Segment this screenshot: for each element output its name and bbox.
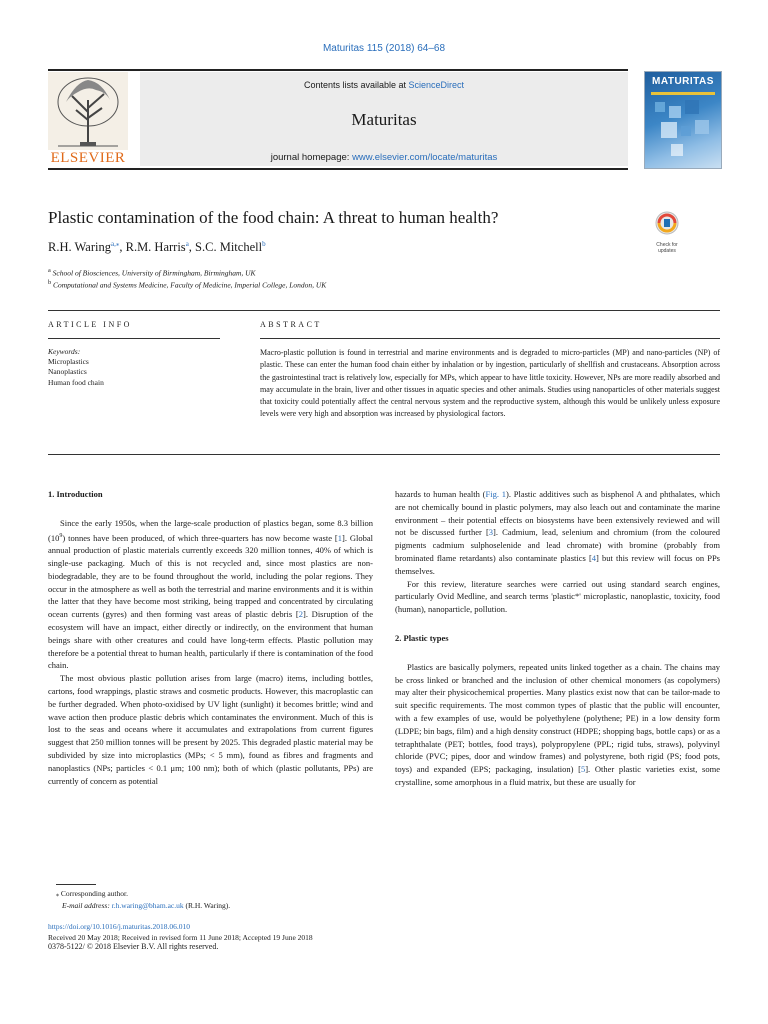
text-run: ] but this review will focus on PPs themselves. — [395, 552, 720, 576]
header-divider — [48, 310, 720, 311]
masthead-bottom-rule — [48, 168, 628, 170]
affiliation — [48, 279, 326, 290]
copyright: 0378-5122/ © 2018 Elsevier B.V. All rights reserved. — [48, 942, 219, 951]
paragraph — [48, 517, 373, 672]
text-run: Plastics are basically polymers, repeated units linked together as a chain. The chains may be cross linked or branched and the inclusion of other chemical monomers (as copolymers) may alter their physicochemical properties. Many plastics exist now that can be tailor-made to suit specific requirements. The most common types of plastic that the public will encounter, with a few examples of use, would be polyethylene (polythene; PE) in a low density form (LDPE; bin bags, film) and a high density construct (HDPE; shopping bags, bottle caps) or as a tetraphthalate (PET; bottles, food trays), polypropylene (PPL; rigid tubs, straws), polyvinyl chloride (PVC; pipes, door and window frames) and polystyrene, both rigid (PS; food pots, toys) and expanded (EPS; packaging, insulation) [ — [395, 661, 720, 775]
sciencedirect-link[interactable]: ScienceDirect — [408, 80, 465, 90]
text-run: ]. Global annual production of plastic materials currently exceeds 320 million tonnes, 40% of which is single-use packaging. Much of this is not recycled and, since most plastics are non-biodegradable, they are to be found throughout the world, including the polar regions. They occur in the atmosphere as well as both the terrestrial and marine environments and it is within the latter that they have become most striking, being trapped and concentrated by circulating ocean currents (gyres) and then forming vast areas of plastic debris [ — [48, 532, 373, 620]
paragraph: For this review, literature searches were carried out using standard search engines, particularly Ovid Medline, and search terms 'plastic*' microplastic, nanoplastic, toxicity, food (human), nanoparticle, pollution. — [395, 578, 720, 615]
footnote-rule — [56, 884, 96, 885]
abstract-text: Macro-plastic pollution is found in terrestrial and marine environments and is degraded to micro-particles (MP) and nano-particles (NP) of plastic. These can enter the human food chain either by inhalation or by ingestion, particularly of shellfish and crustaceans. Absorption across the gastrointestinal tract is relatively low, especially for MPs, which appear to have little toxicity. However, NPs are more readily absorbed and may accumulate in the brain, liver and other tissues in aquatic species and other animals. Studies using nanoparticles of other materials suggest that toxicity could potentially affect the central nervous system and the reproductive system, although this would be unlikely unless exposure levels were very high and absorption was increased by physiological factors. — [260, 348, 720, 419]
email-suffix: (R.H. Waring). — [183, 901, 231, 910]
body-right-column — [395, 488, 720, 789]
text-run: ]. Other plastic varieties exist, some crystalline, some amorphous in a fluid matrix, but these are usually for — [395, 764, 720, 787]
abstract-bottom-rule — [48, 454, 720, 455]
reference-link[interactable]: 4 — [591, 552, 597, 563]
affiliation — [48, 267, 256, 278]
abstract-heading: ABSTRACT — [260, 320, 322, 329]
author-name: S.C. Mitchell — [195, 240, 263, 255]
cover-title: MATURITAS — [652, 76, 714, 87]
received-dates: Received 20 May 2018; Received in revised form 11 June 2018; Accepted 19 June 2018 — [48, 933, 313, 942]
keyword: Microplastics — [48, 357, 89, 367]
doi-link[interactable]: https://doi.org/10.1016/j.maturitas.2018.06.010 — [48, 922, 190, 931]
article-title: Plastic contamination of the food chain: A threat to human health? — [48, 208, 499, 227]
check-updates-label — [648, 242, 686, 254]
author-name: R.M. Harris — [125, 240, 186, 255]
corresponding-marker: ⁎ — [56, 892, 59, 898]
body-left-column — [48, 488, 373, 787]
author-affiliation-link[interactable]: b — [262, 240, 266, 248]
affiliation-text: Computational and Systems Medicine, Faculty of Medicine, Imperial College, London, UK — [53, 280, 327, 290]
email-label: E-mail address: — [62, 901, 112, 910]
author-separator: , — [188, 240, 196, 255]
text-run: ]. Cadmium, lead, selenium and chromium (from the coloured pigments cadmium sulphoselenide and lead chromate) with bromine (probably from brominated flame retardants) also contaminate plastics [ — [395, 527, 721, 563]
contents-availability — [140, 80, 628, 90]
journal-cover-image — [644, 71, 722, 169]
affiliation-marker: b — [48, 279, 52, 286]
text-run: Since the early 1950s, when the large-scale production of plastics began, some 8.3 billion (10 — [48, 517, 373, 543]
corresponding-text: Corresponding author. — [60, 889, 128, 898]
badge-line2: updates — [658, 248, 676, 254]
elsevier-wordmark: ELSEVIER — [50, 150, 126, 166]
email-link[interactable]: r.h.waring@bham.ac.uk — [111, 901, 184, 910]
section-heading-plastic-types: 2. Plastic types — [395, 632, 449, 643]
article-info-rule — [48, 338, 220, 339]
check-updates-icon — [648, 211, 686, 237]
paragraph: The most obvious plastic pollution arises from large (macro) items, including bottles, cartons, food wrappings, plastic straws and cosmetic products. However, this macroplastic can be further degraded. When photo-oxidised by UV light (sunlight) it becomes brittle; wind and wave action then produce plastic debris which contaminates the environment. Much of this is lost to the seas and oceans where it accumulates and extrapolations from current figures suggest that 250 million tonnes will be present by 2025. This degraded plastic material may be subdivided by size into microplastics (MPs; < 5 mm), found as fibres and fragments and nanoplastics (NPs; particles < 0.1 μm; 100 nm); both of which (plastic pollutants, PPs) are currently of concern as potential — [48, 673, 373, 786]
badge-line1: Check for — [656, 242, 678, 248]
reference-link[interactable]: 2 — [298, 609, 303, 620]
reference-link[interactable]: 1 — [337, 532, 342, 543]
check-for-updates-button[interactable] — [648, 211, 686, 254]
section-heading-introduction: 1. Introduction — [48, 489, 103, 499]
text-run: ) tonnes have been produced, of which three-quarters has now become waste [ — [62, 532, 338, 543]
email-note — [62, 901, 230, 910]
contents-prefix: Contents lists available at — [303, 80, 409, 90]
author-name: R.H. Waring — [48, 240, 111, 255]
journal-name: Maturitas — [351, 110, 417, 129]
homepage-prefix: journal homepage: — [270, 152, 353, 163]
reference-link[interactable]: 3 — [488, 527, 494, 538]
journal-homepage — [140, 152, 628, 163]
elsevier-logo — [48, 72, 128, 167]
cover-pattern — [651, 92, 715, 162]
text-run: hazards to human health ( — [395, 489, 486, 499]
reference-link[interactable]: 5 — [580, 764, 586, 775]
abstract-rule — [260, 338, 720, 339]
corresponding-author-note — [56, 889, 128, 898]
text-run: ]. Disruption of the ecosystem will have an impact, either directly or indirectly, on the environment that human beings share with other creatures and could have long-term effects. Plastic pollution may therefore be a potential threat to human health, particularly if there is contamination of the food chain. — [48, 609, 373, 671]
author-list — [48, 240, 266, 255]
homepage-link[interactable]: www.elsevier.com/locate/maturitas — [352, 152, 498, 163]
figure-link[interactable]: Fig. 1 — [485, 489, 506, 499]
affiliation-text: School of Biosciences, University of Birmingham, Birmingham, UK — [52, 268, 256, 278]
paragraph — [395, 661, 720, 789]
article-info-heading: ARTICLE INFO — [48, 320, 132, 329]
journal-reference-link[interactable]: Maturitas 115 (2018) 64–68 — [322, 43, 446, 54]
author-affiliation-link[interactable]: a — [185, 240, 189, 248]
affiliation-marker: a — [48, 267, 51, 274]
author-separator: , — [119, 240, 126, 255]
keywords-label: Keywords: — [48, 347, 81, 356]
text-run: ). Plastic additives such as bisphenol A and phthalates, which are not chemically bound in plastic polymers, may also leach out and contaminate the marine environment – their potential effects on biosystems have been extensively reviewed and will not be discussed further [ — [395, 489, 720, 538]
paragraph — [395, 488, 720, 578]
keyword: Nanoplastics — [48, 367, 87, 377]
keyword: Human food chain — [48, 377, 104, 387]
author-affiliation-link[interactable]: a,⁎ — [111, 240, 120, 248]
keywords-block — [48, 347, 104, 388]
elsevier-tree-icon — [48, 72, 128, 150]
superscript: 9 — [59, 532, 63, 539]
masthead-top-rule — [48, 69, 628, 71]
